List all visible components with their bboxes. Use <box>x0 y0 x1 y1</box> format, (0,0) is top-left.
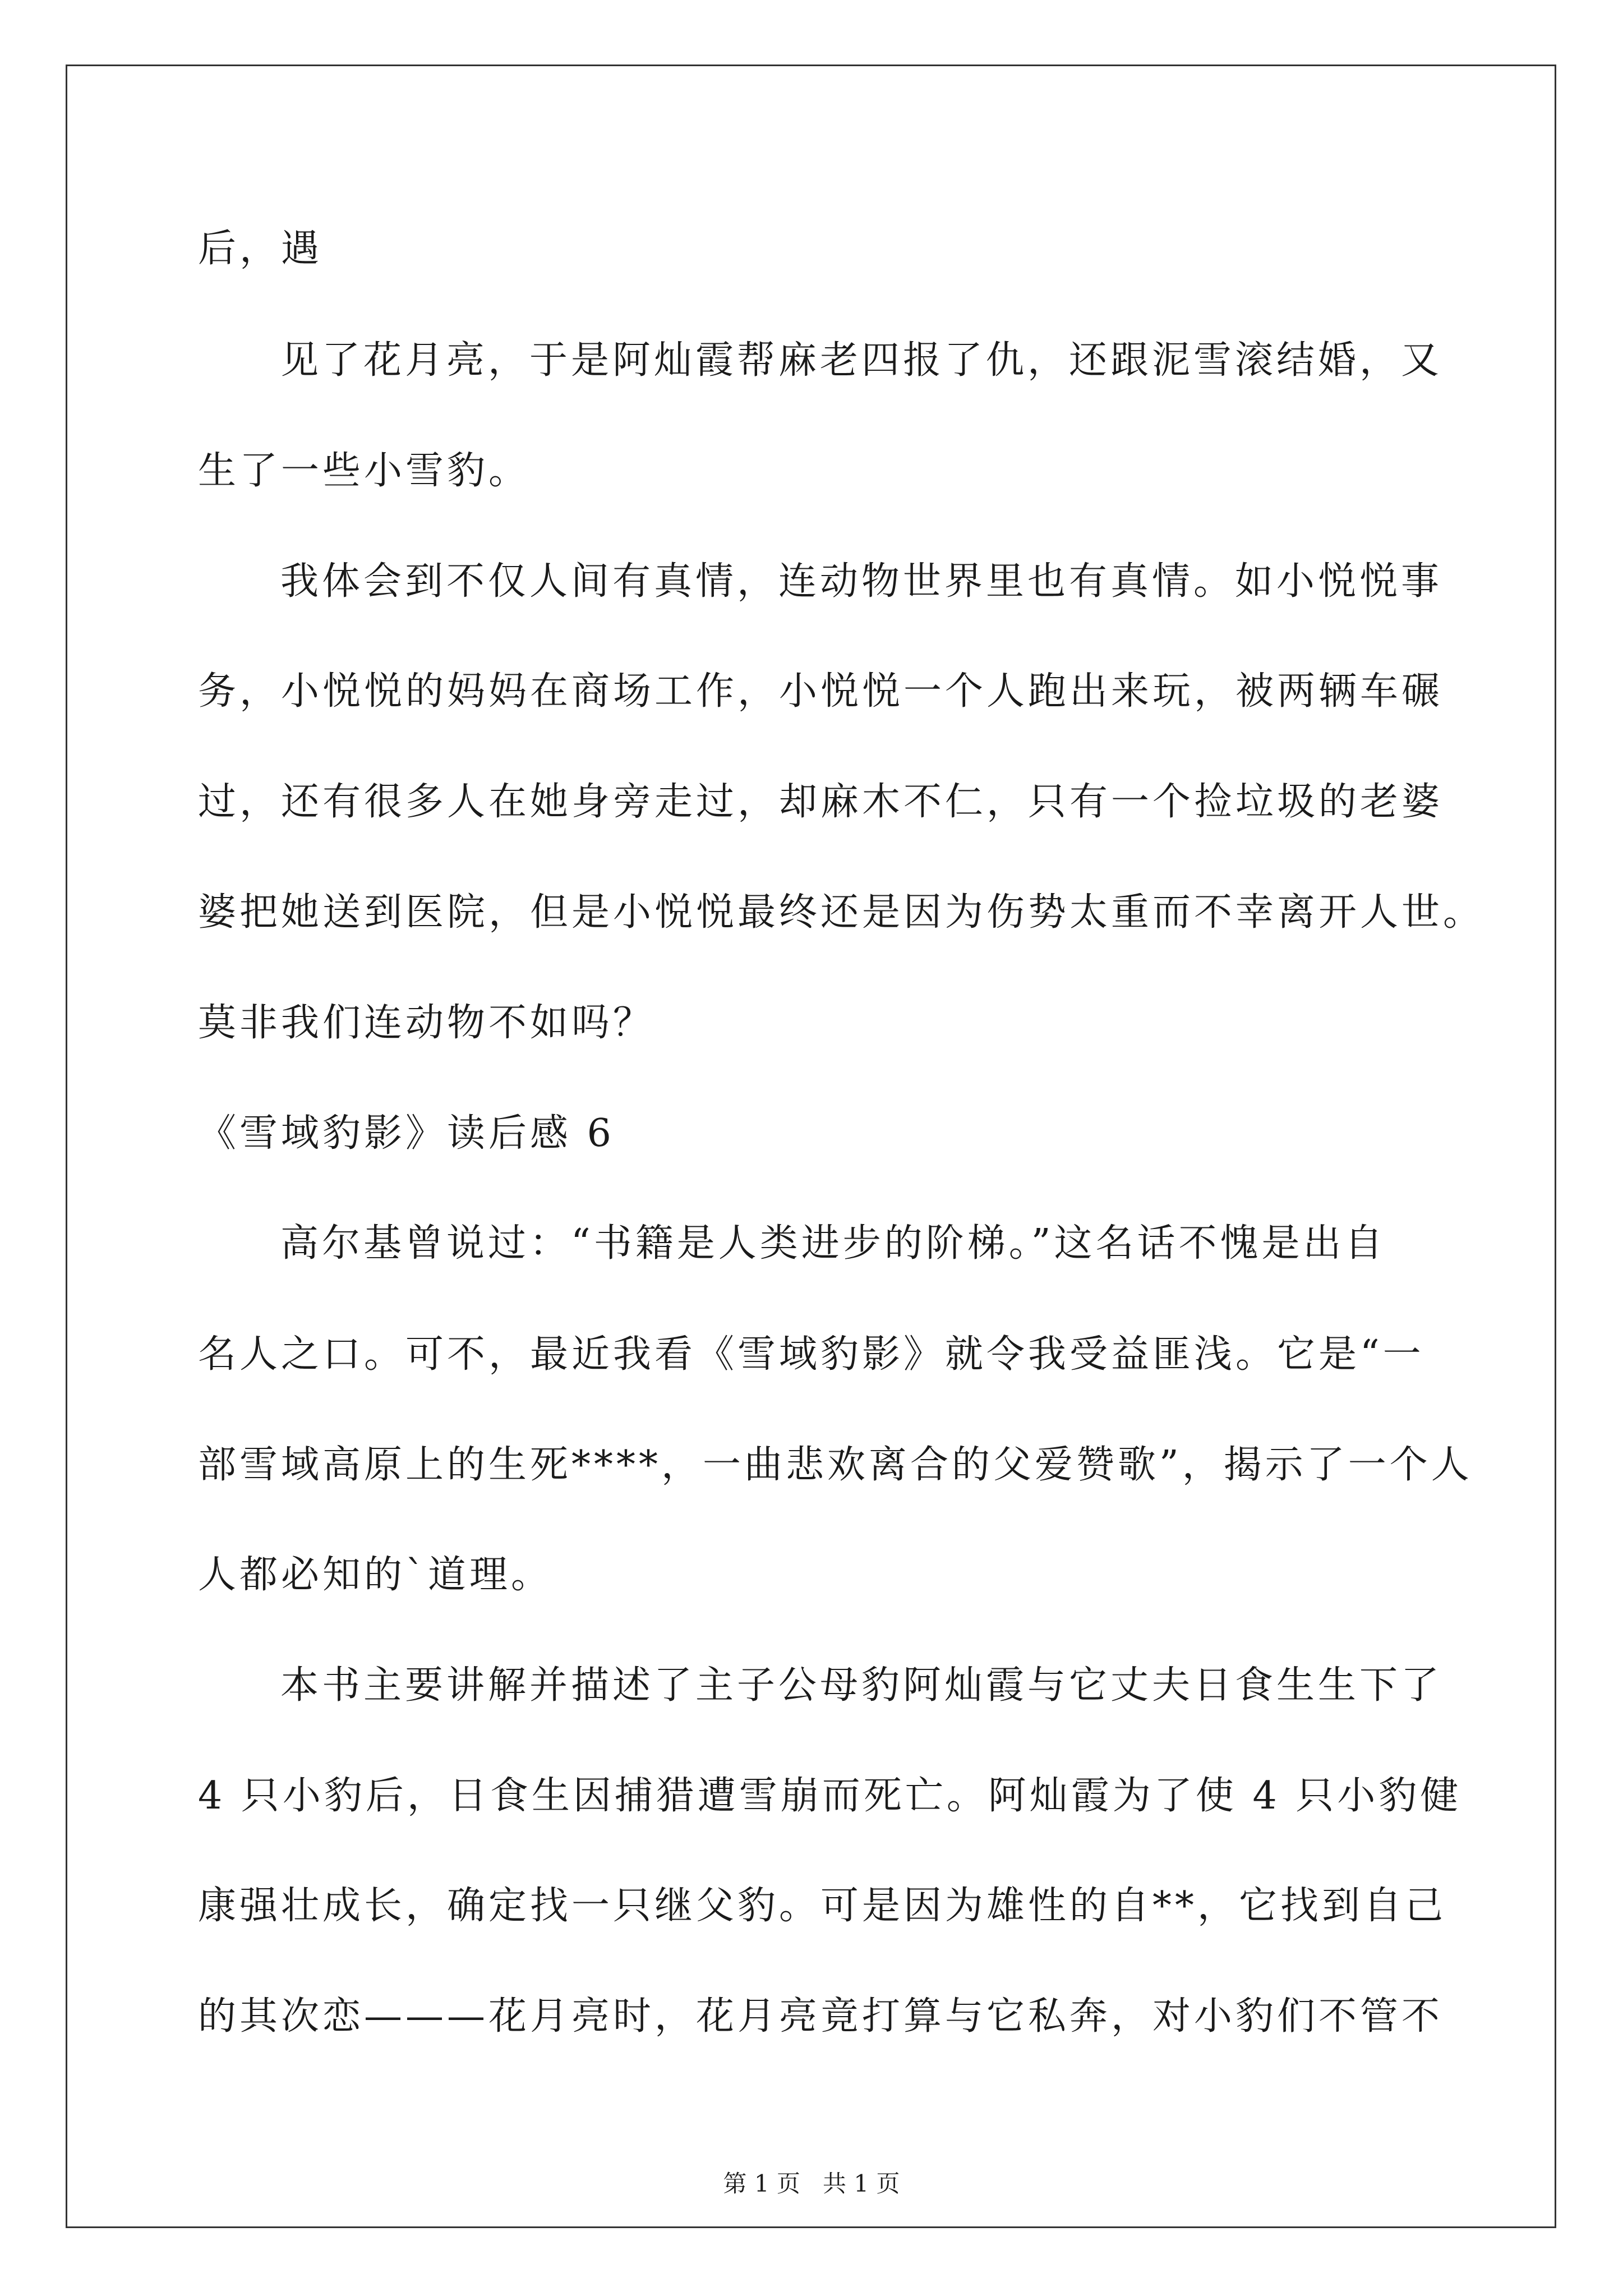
text-line: 见了花月亮，于是阿灿霞帮麻老四报了仇，还跟泥雪滚结婚，又 <box>280 338 1443 383</box>
text-line: 人都必知的`道理。 <box>198 1553 553 1597</box>
text-line: 我体会到不仅人间有真情，连动物世界里也有真情。如小悦悦事 <box>280 559 1443 604</box>
text-line: 名人之口。可不，最近我看《雪域豹影》就令我受益匪浅。它是“一 <box>198 1332 1424 1377</box>
text-line: 务，小悦悦的妈妈在商场工作，小悦悦一个人跑出来玩，被两辆车碾 <box>198 669 1444 714</box>
section-heading: 《雪域豹影》读后感 6 <box>198 1111 615 1156</box>
text-line: 本书主要讲解并描述了主子公母豹阿灿霞与它丈夫日食生生下了 <box>280 1663 1443 1708</box>
text-line: 婆把她送到医院，但是小悦悦最终还是因为伤势太重而不幸离开人世。 <box>198 890 1485 935</box>
text-line: 4 只小豹后，日食生因捕猎遭雪崩而死亡。阿灿霞为了使 4 只小豹健 <box>198 1774 1462 1818</box>
text-line: 后，遇 <box>198 227 323 271</box>
text-line: 莫非我们连动物不如吗？ <box>198 1001 655 1045</box>
text-line: 高尔基曾说过：“书籍是人类进步的阶梯。”这名话不愧是出自 <box>280 1221 1386 1266</box>
text-line: 部雪域高原上的生死****，一曲悲欢离合的父爱赞歌”，揭示了一个人 <box>198 1443 1473 1487</box>
text-line: 生了一些小雪豹。 <box>198 449 531 493</box>
text-line: 的其次恋———花月亮时，花月亮竟打算与它私奔，对小豹们不管不 <box>198 1994 1444 2039</box>
text-line: 过，还有很多人在她身旁走过，却麻木不仁，只有一个捡垃圾的老婆 <box>198 780 1444 824</box>
page-footer: 第 1 页 共 1 页 <box>723 2170 900 2197</box>
text-line: 康强壮成长，确定找一只继父豹。可是因为雄性的自**，它找到自己 <box>198 1884 1447 1928</box>
